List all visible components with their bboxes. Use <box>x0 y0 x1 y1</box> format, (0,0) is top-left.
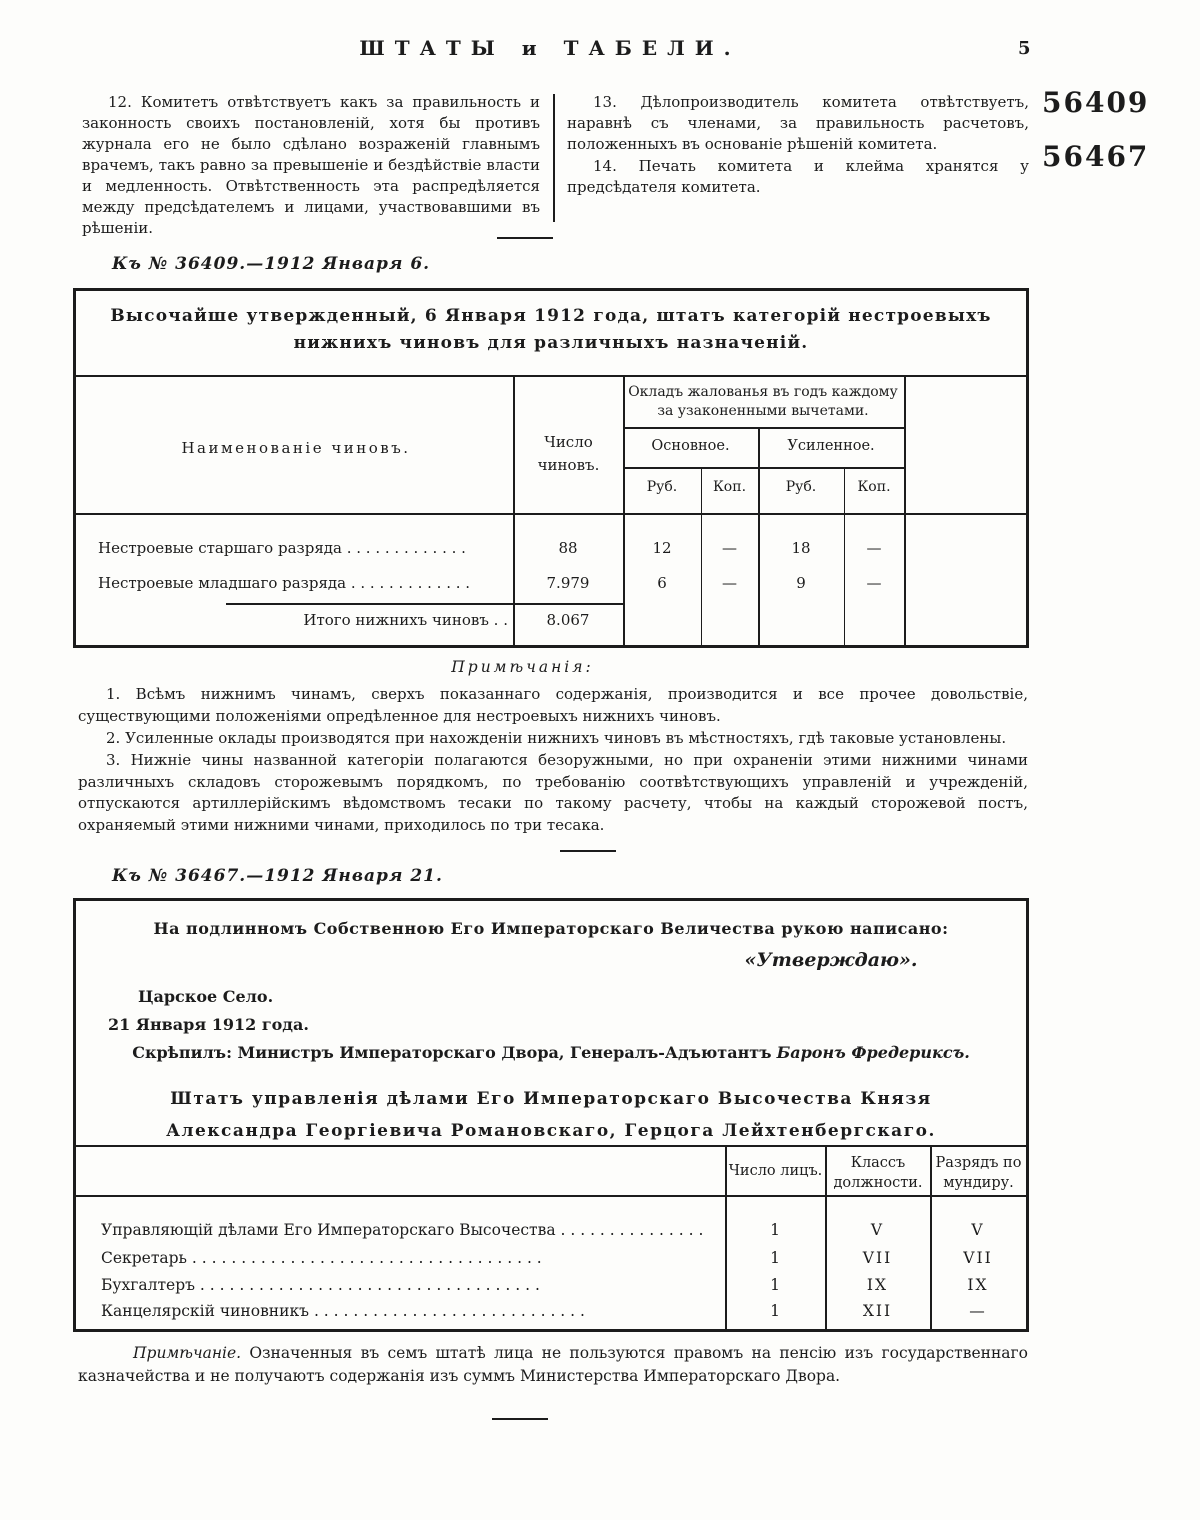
table1-title: Высочайше утвержденный, 6 Января 1912 года, штатъ категорій нестроевыхъ нижнихъ чиновъ для различныхъ назначеній. <box>110 306 992 353</box>
table1-row-basic-kop: — <box>722 574 737 592</box>
staff-table-36467-box <box>73 898 1029 1332</box>
table2-col-header-uniform: Разрядъ по мундиру. <box>935 1155 1022 1191</box>
table1-col-header-reinforced: Усиленное. <box>787 438 875 454</box>
note-2: 2. Усиленные оклады производятся при нахожденіи нижнихъ чиновъ въ мѣстностяхъ, гдѣ таковые установлены. <box>106 729 1007 747</box>
table2-row-class: V <box>870 1221 885 1239</box>
imperial-inscription: На подлинномъ Собственною Его Императорскаго Величества рукою написано: <box>153 919 949 938</box>
note-3: 3. Нижніе чины названной категоріи полагаются безоружными, но при охраненіи этими нижними чинами различныхъ складовъ сторожевымъ порядкомъ, по требованію соотвѣтствующихъ управленій и учрежденій, отпускаются артиллерійскимъ вѣдомствомъ тесаки по такому расчету, чтобы на каждый сторожевой постъ, охраняемый этими нижними чинами, приходилось по три тесака. <box>78 751 1028 834</box>
table1-head-rule <box>76 375 1026 377</box>
note-1: 1. Всѣмъ нижнимъ чинамъ, сверхъ показаннаго содержанія, производится и все прочее довольствіе, существующими положеніями опредѣленное для нестроевыхъ нижнихъ чиновъ. <box>78 685 1028 725</box>
section2-caption: Къ № 36467.—1912 Января 21. <box>112 866 443 886</box>
table1-total-count: 8.067 <box>546 611 590 629</box>
table1-col-header-rub-basic: Руб. <box>646 479 678 495</box>
table1-grid-line <box>904 375 906 645</box>
table1-row-reinf-kop: — <box>866 539 882 557</box>
section-divider-rule <box>560 850 616 852</box>
table2-row-name: Секретарь . . . . . . . . . . . . . . . . . . . . . . . . . . . . . . . . . . . . <box>101 1249 542 1267</box>
table2-row-persons: 1 <box>770 1276 780 1294</box>
end-divider-rule <box>492 1418 548 1420</box>
table2-col-header-persons: Число лицъ. <box>728 1163 823 1179</box>
table1-col-header-kop-reinforced: Коп. <box>857 479 891 495</box>
table1-col-header-kop-basic: Коп. <box>712 479 747 495</box>
table1-grid-line <box>513 375 515 645</box>
table1-row-name: Нестроевые старшаго разряда . . . . . . . . . . . . . <box>98 539 466 557</box>
margin-number-36409: 56409 <box>1042 86 1150 119</box>
countersign-text: Скрѣпилъ: Министръ Императорскаго Двора, Генералъ-Адъютантъ <box>132 1043 772 1062</box>
table1-grid-line <box>623 427 904 429</box>
table2-grid-line <box>76 1145 1026 1147</box>
final-note-label: Примѣчаніе. <box>133 1344 242 1362</box>
table2-row-name: Канцелярскій чиновникъ . . . . . . . . . . . . . . . . . . . . . . . . . . . . <box>101 1302 585 1320</box>
intro-item-14: 14. Печать комитета и клейма хранятся у предсѣдателя комитета. <box>567 157 1029 196</box>
table2-row-uniform: — <box>969 1302 987 1320</box>
table1-grid-line <box>623 375 625 645</box>
table2-row-uniform: VII <box>963 1249 993 1267</box>
table1-total-label: Итого нижнихъ чиновъ . . <box>303 611 508 629</box>
table1-group-header-salary: Окладъ жалованья въ годъ каждому за узаконенными вычетами. <box>628 384 898 419</box>
table1-row-basic-rub: 6 <box>657 574 667 592</box>
page-number: 5 <box>1018 38 1031 59</box>
table1-grid-line <box>623 467 904 469</box>
table1-row-reinf-kop: — <box>866 574 882 592</box>
final-note-text: Означенныя въ семъ штатѣ лица не пользуются правомъ на пенсію изъ государственнаго казначейства и не получаютъ содержанія изъ суммъ Министерства Императорскаго Двора. <box>78 1344 1028 1385</box>
notes-title: Примѣчанія: <box>451 658 594 676</box>
countersign-line <box>76 1043 1026 1062</box>
table1-grid-line <box>758 428 760 645</box>
table2-row-uniform: V <box>971 1221 985 1239</box>
section1-caption: Къ № 36409.—1912 Января 6. <box>112 254 431 274</box>
table1-row-reinf-rub: 9 <box>796 574 806 592</box>
table2-title: Штатъ управленія дѣлами Его Императорскаго Высочества Князя Александра Георгіевича Романовскаго, Герцога Лейхтенбергскаго. <box>166 1089 936 1141</box>
table2-row-name: Бухгалтеръ . . . . . . . . . . . . . . . . . . . . . . . . . . . . . . . . . . . <box>101 1276 540 1294</box>
table1-row-basic-kop: — <box>722 539 737 557</box>
table1-col-header-rub-reinforced: Руб. <box>785 479 817 495</box>
place-line: Царское Село. <box>138 987 274 1006</box>
column-divider-rule <box>553 94 555 222</box>
table2-col-header-class: Классъ должности. <box>833 1155 923 1191</box>
final-note <box>78 1342 1028 1388</box>
table2-row-class: VII <box>862 1249 893 1267</box>
table2-row-class: IX <box>866 1276 889 1294</box>
section-divider-rule <box>497 237 553 239</box>
table2-grid-line <box>76 1195 1026 1197</box>
countersign-name: Баронъ Фредериксъ. <box>776 1043 970 1062</box>
table2-row-name: Управляющій дѣлами Его Императорскаго Высочества . . . . . . . . . . . . . . . <box>101 1221 704 1239</box>
table2-row-persons: 1 <box>770 1302 780 1320</box>
table2-row-persons: 1 <box>770 1249 780 1267</box>
intro-item-13: 13. Дѣлопроизводитель комитета отвѣтствуетъ, наравнѣ съ членами, за правильность расчетовъ, положенныхъ въ основаніе рѣшеній комитета. <box>567 93 1029 153</box>
page-title: ШТАТЫ и ТАБЕЛИ. <box>359 36 741 60</box>
date-line: 21 Января 1912 года. <box>108 1015 309 1034</box>
table1-row-name: Нестроевые младшаго разряда . . . . . . . . . . . . . <box>98 574 471 592</box>
table2-row-persons: 1 <box>770 1221 780 1239</box>
table2-row-class: XII <box>862 1302 893 1320</box>
table1-grid-line <box>76 513 1026 515</box>
table1-col-header-basic: Основное. <box>651 438 730 454</box>
table1-row-count: 7.979 <box>546 574 590 592</box>
approval-signature: «Утверждаю». <box>744 949 918 971</box>
table1-total-rule <box>226 603 623 605</box>
intro-item-12: 12. Комитетъ отвѣтствуетъ какъ за правильность и законность своихъ постановленій, хотя бы противъ журнала его не было сдѣлано возраженій главнымъ врачемъ, такъ равно за превышеніе и бездѣйствіе власти и медленность. Отвѣтственность эта распредѣляется между предсѣдателемъ и лицами, участвовавшими въ рѣшеніи. <box>82 93 540 237</box>
table2-row-uniform: IX <box>967 1276 989 1294</box>
staff-table-36409-box <box>73 288 1029 648</box>
margin-number-36467: 56467 <box>1042 140 1150 173</box>
table1-row-reinf-rub: 18 <box>791 539 811 557</box>
table1-row-count: 88 <box>558 539 578 557</box>
table1-row-basic-rub: 12 <box>652 539 672 557</box>
table1-col-header-name: Наименованіе чиновъ. <box>181 439 411 457</box>
table1-col-header-count: Число чиновъ. <box>537 433 600 474</box>
